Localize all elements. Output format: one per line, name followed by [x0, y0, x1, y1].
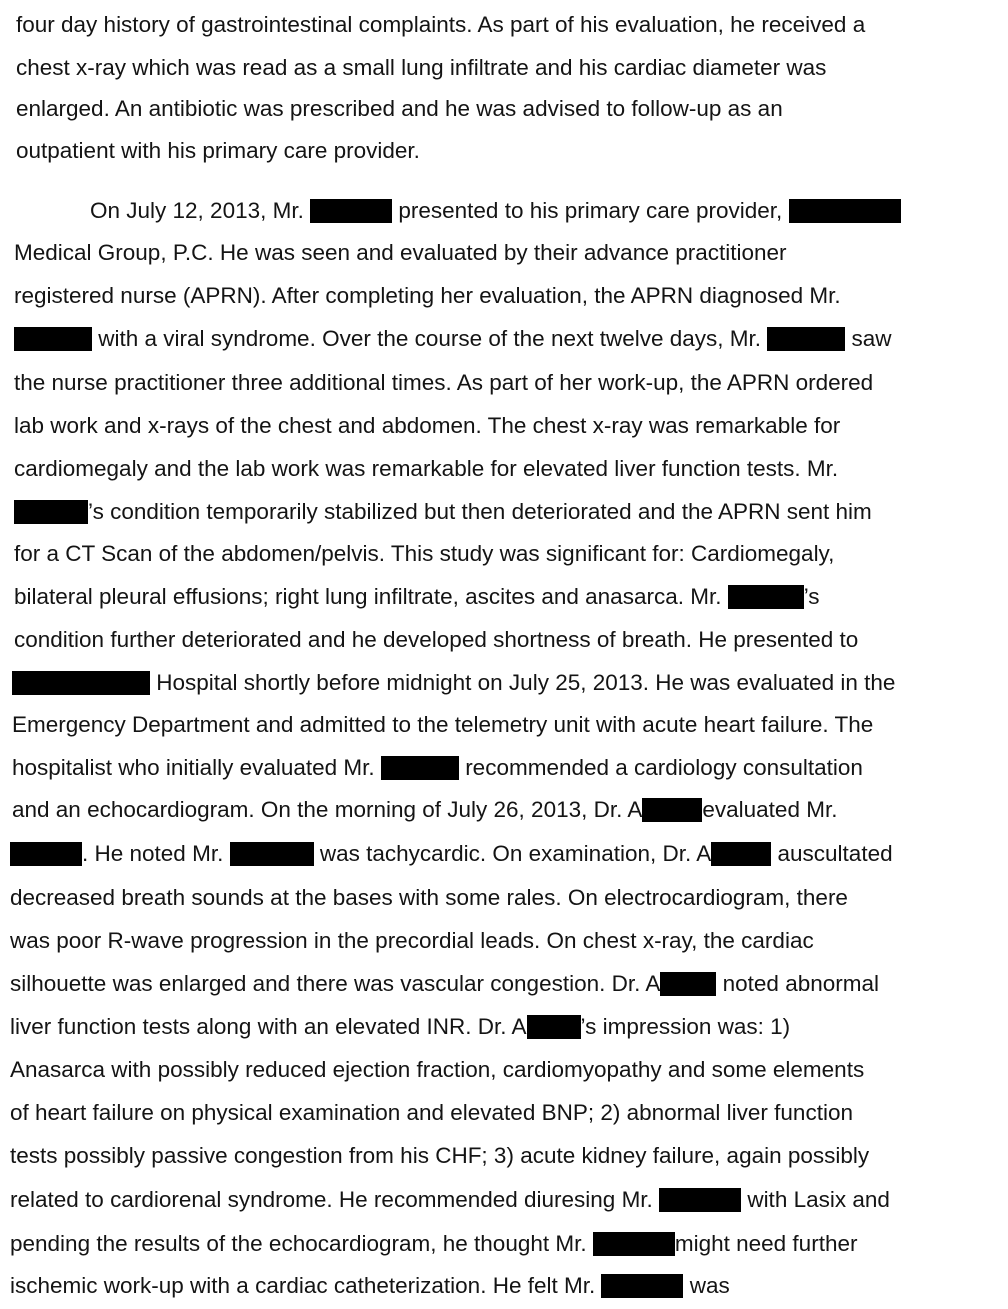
text-segment: ischemic work-up with a cardiac catheterization. He felt Mr.: [10, 1273, 602, 1298]
redaction-block: [381, 756, 459, 780]
text-segment: was tachycardic. On examination, Dr. A: [313, 841, 712, 866]
text-line: of heart failure on physical examination and elevated BNP; 2) abnormal liver function: [10, 1100, 853, 1125]
redaction-block: [642, 798, 702, 822]
text-segment: and an echocardiogram. On the morning of July 26, 2013, Dr. A: [12, 797, 643, 822]
redaction-block: [14, 327, 92, 351]
text-line: four day history of gastrointestinal complaints. As part of his evaluation, he received a: [16, 12, 866, 37]
text-segment: might need further: [674, 1231, 858, 1256]
redaction-block: [10, 842, 82, 866]
text-line: tests possibly passive congestion from his CHF; 3) acute kidney failure, again possibly: [10, 1143, 870, 1168]
text-segment: noted abnormal: [716, 971, 879, 996]
redaction-block: [601, 1274, 683, 1298]
text-line: for a CT Scan of the abdomen/pelvis. This study was significant for: Cardiomegaly,: [14, 541, 835, 566]
text-segment: with Lasix and: [741, 1187, 890, 1212]
text-line: [10, 1231, 857, 1257]
text-line: condition further deteriorated and he developed shortness of breath. He presented to: [14, 627, 859, 652]
text-line: [10, 1014, 790, 1040]
redaction-block: [12, 671, 150, 695]
text-line: [12, 755, 863, 781]
text-line: [10, 1187, 890, 1213]
redaction-block: [310, 199, 392, 223]
text-segment: related to cardiorenal syndrome. He recommended diuresing Mr.: [10, 1187, 660, 1212]
redaction-block: [659, 1188, 741, 1212]
redaction-block: [711, 842, 771, 866]
text-line: Anasarca with possibly reduced ejection fraction, cardiomyopathy and some elements: [10, 1057, 865, 1082]
text-line: [12, 797, 837, 823]
text-line: [90, 198, 901, 224]
text-line: [10, 841, 893, 867]
redaction-block: [789, 199, 901, 223]
redaction-block: [660, 972, 716, 996]
text-segment: ’s condition temporarily stabilized but then deteriorated and the APRN sent him: [88, 499, 872, 524]
text-segment: hospitalist who initially evaluated Mr.: [12, 755, 381, 780]
text-segment: presented to his primary care provider,: [392, 198, 789, 223]
text-segment: evaluated Mr.: [702, 797, 838, 822]
redaction-block: [593, 1232, 675, 1256]
text-line: the nurse practitioner three additional times. As part of her work-up, the APRN ordered: [14, 370, 874, 395]
text-segment: On July 12, 2013, Mr.: [90, 198, 311, 223]
redaction-block: [527, 1015, 581, 1039]
text-line: Emergency Department and admitted to the telemetry unit with acute heart failure. The: [12, 712, 874, 737]
text-line: was poor R-wave progression in the precordial leads. On chest x-ray, the cardiac: [10, 928, 814, 953]
text-line: [10, 1273, 730, 1299]
text-line: registered nurse (APRN). After completing her evaluation, the APRN diagnosed Mr.: [14, 283, 841, 308]
text-line: enlarged. An antibiotic was prescribed and he was advised to follow-up as an: [16, 96, 783, 121]
text-segment: with a viral syndrome. Over the course of the next twelve days, Mr.: [92, 326, 768, 351]
text-segment: ’s: [803, 584, 820, 609]
text-line: [12, 670, 895, 696]
text-line: [14, 499, 872, 525]
text-segment: Hospital shortly before midnight on July 25, 2013. He was evaluated in the: [150, 670, 896, 695]
text-segment: was: [683, 1273, 730, 1298]
text-line: cardiomegaly and the lab work was remarkable for elevated liver function tests. Mr.: [14, 456, 839, 481]
redaction-block: [728, 585, 804, 609]
text-line: lab work and x-rays of the chest and abdomen. The chest x-ray was remarkable for: [14, 413, 841, 438]
text-line: [14, 584, 820, 610]
text-line: decreased breath sounds at the bases with some rales. On electrocardiogram, there: [10, 885, 848, 910]
text-segment: liver function tests along with an elevated INR. Dr. A: [10, 1014, 527, 1039]
redaction-block: [230, 842, 314, 866]
text-line: [14, 326, 892, 352]
redaction-block: [767, 327, 845, 351]
text-segment: pending the results of the echocardiogram, he thought Mr.: [10, 1231, 593, 1256]
text-segment: ’s impression was: 1): [580, 1014, 791, 1039]
redaction-block: [14, 500, 88, 524]
text-segment: saw: [845, 326, 892, 351]
text-segment: auscultated: [771, 841, 893, 866]
text-segment: recommended a cardiology consultation: [458, 755, 863, 780]
text-segment: silhouette was enlarged and there was vascular congestion. Dr. A: [10, 971, 661, 996]
text-line: chest x-ray which was read as a small lung infiltrate and his cardiac diameter was: [16, 55, 827, 80]
text-segment: bilateral pleural effusions; right lung infiltrate, ascites and anasarca. Mr.: [14, 584, 728, 609]
text-segment: . He noted Mr.: [82, 841, 230, 866]
text-line: outpatient with his primary care provider.: [16, 138, 420, 163]
text-line: Medical Group, P.C. He was seen and evaluated by their advance practitioner: [14, 240, 787, 265]
text-line: [10, 971, 879, 997]
